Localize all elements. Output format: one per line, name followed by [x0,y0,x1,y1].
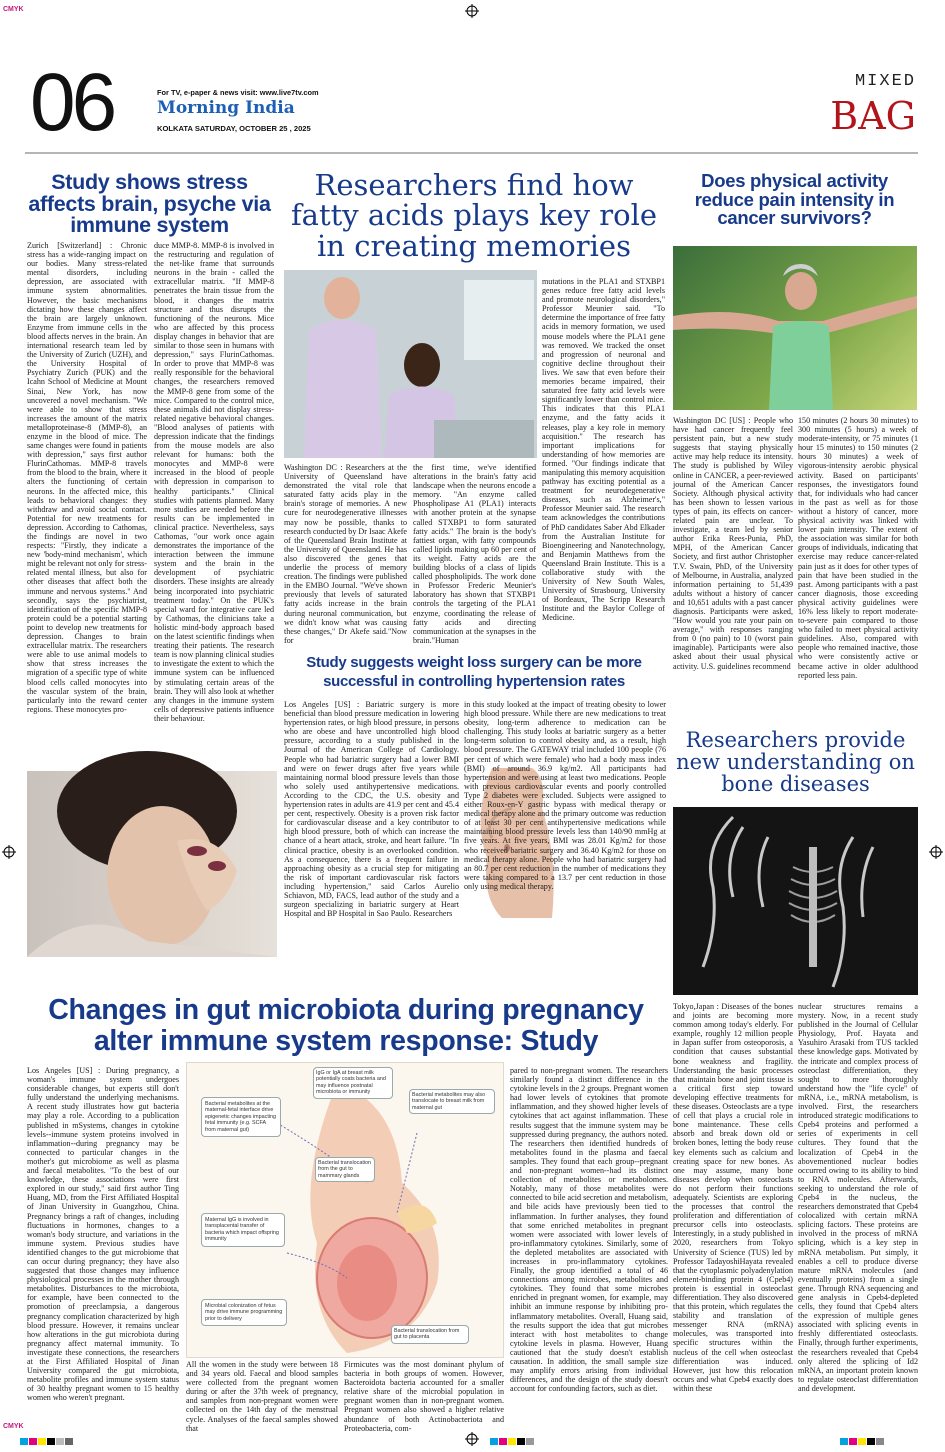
diagram-label-1: IgG or IgA at breast milk potentially coats bacteria and may influence postnatal microbiota or immunity [313,1067,393,1099]
diagram-label-2: Bacterial metabolites at the maternal-fetal interface drive epigenetic changes impacting fetal immunity (e.g. SCFA from maternal gut) [201,1097,281,1137]
bone-col-1: Tokyo,Japan : Diseases of the bones and joints are becoming more common among today's elderly. For example, roughly 12 million people in Japan suffer from osteoporosis, a condition that causes substantial bone weakness and fragility. Understanding the basic processes that maintain bone and joint tissue is a critical first step toward developing effective treatments for these diseases. Osteoclasts are a type of cell that plays a crucial role in bone maintenance. These cells absorb and break down old or broken bones, letting the body reuse key elements such as calcium and creating space for new bones. As one may assume, many bone diseases develop when osteoclasts do not perform their functions adequately. Scientists are exploring the processes that control the proliferation and differentiation of precursor cells into osteoclasts. Interestingly, in a study published in 2020, researchers from Tokyo University of Science (TUS) led by Professor TadayoshiHayata revealed that the cytoplasmic polyadenylation element-binding protein 4 (Cpeb4) protein is essential in osteoclast differentiation. They also discovered that this protein, which regulates the stability and translation of messenger RNA (mRNA) molecules, was transported into specific structures within the nucleus of the cell when osteoclast differentiation was induced. However, just how this relocation occurs and what Cpeb4 exactly does within these [673,1002,793,1393]
gut-col-1: Los Angeles [US] : During pregnancy, a woman's immune system undergoes considerable changes, but experts still don't fully understand the underlying mechanisms. A recent study illustrates how gut bacteria may play a role. According to a publication published in mSystems, changes in cytokine levels--immune system proteins involved in inflammation--during pregnancy may be connected to particular changes in the mother's gut microbiome as well as plasma and faecal metabolites. "To the best of our knowledge, these associations were first explored in our study," said first author Ting Huang, MD, from the First Affiliated Hospital of Jinan University in Guangzhou, China. Pregnancy brings a raft of changes, including fluctuations in hormones, changes to a woman's body structure, and variations in the immune system. Previous studies have identified changes to the gut microbiome that can occur during pregnancy; they have also suggested that those changes may influence physiological processes in the mother through metabolites. Disturbances to the microbiota, for example, have been connected to the promotion of preeclampsia, a dangerous pregnancy complication characterized by high blood pressure. However, it remains unclear how alterations in the gut microbiota during pregnancy affect maternal immunity. To investigate these connections, the researchers at the First Affiliated Hospital of Jinan University compared the gut microbiota, metabolite profiles and immune system status of 30 healthy pregnant women to 15 healthy women who weren't pregnant. [27,1066,179,1403]
color-bar-bottom-left [20,1438,73,1445]
fatty-headline: Researchers find how fatty acids plays key role in creating memories [290,168,658,263]
gut-col-4: pared to non-pregnant women. The researchers similarly found a distinct difference in the cytokine levels in the 2 groups. Pregnant women had lower levels of cytokines that promote inflammation, and they showed higher levels of cytokines that act against inflammation. These results suggest that the immune system may be suppressed during pregnancy, the authors noted. The researchers then identified hundreds of metabolites found in the plasma and faecal samples. They found that each group--pregnant and non-pregnant women--had its distinct collection of metabolites or metabolomes. Notably, many of those metabolites were connected to bile acid secretion and metabolism, and bile acids have previously been tied to inflammation. In further analyses, they found that some enriched metabolites in pregnant women were associated with lower levels of pro-inflammatory cytokines. Similarly, some of the depleted metabolites are associated with increases in pro-inflammatory cytokines. Finally, the group identified a total of 46 connections among microbes, metabolites and cytokines. They found that some microbes enriched in pregnant women, for example, may inhibit an immune response by inhibiting pro-inflammatory metabolites. Overall, Huang said, the results support the idea that gut microbes interact with host metabolites to change cytokine levels in plasma. However, Huang cautioned that the study doesn't establish causation. In addition, the small sample size may amplify errors arising from individual differences, and the design of the study doesn't account for confounding factors, such as diet. [510,1066,668,1394]
section-top: MIXED [854,72,916,91]
fatty-col-2: the first time, we've identified alterations in the brain's fatty acid landscape when the neurons encode a memory. "An enzyme called Phospholipase A1 (PLA1) interacts with another protein at the synapse called STXBP1 to form saturated fatty acids." The brain is the body's fattiest organ, with fatty compounds called lipids making up 60 per cent of its weight. Fatty acids are the building blocks of a class of lipids called phospholipids. The work done in Professor Frederic Meunier's laboratory has shown that STXBP1 controls the targeting of the PLA1 enzyme, coordinating the release of fatty acids and directing communication at the synapses in the brain."Human [413,463,536,645]
weight-col-1: Los Angeles [US] : Bariatric surgery is more beneficial than blood pressure medication in lowering hypertension rates, or high blood pressure, in persons who are obese and have uncontrolled high blood pressure, according to a study published in the Journal of the American College of Cardiology. People who had bariatric surgery had a lower BMI and were on fewer drugs after five years while maintaining normal blood pressure levels than those who solely used antihypertensive medications. According to the CDC, the U.S. obesity and hypertension rates in adults are 41.9 per cent and 45.4 per cent, respectively. Obesity is a proven risk factor for cardiovascular disease and a key contributor to high blood pressure, both of which can increase the chance of a heart attack, stroke, and heart failure. "In clinical practice, obesity is an overlooked condition. As a consequence, there is a frequent failure in approaching obesity as a crucial step for mitigating the risk of important cardiovascular risk factors including hypertension," said Carlos Aurelio Schiavon, MD, FACS, lead author of the study and a surgeon specializing in bariatric surgery at Heart Hospital and BP Hospital in Sao Paulo. Researchers [284,700,459,919]
weight-col-2: in this study looked at the impact of treating obesity to lower high blood pressure. While there are new medications to treat obesity, long-term adherence to medication can be challenging. This study looks at bariatric surgery as a better long-term solution to control obesity and, as a result, high blood pressure. The GATEWAY trial included 100 people (76 per cent of which were female) who had a body mass index (BMI) of around 36.9 kg/m2. All participants had hypertension and were using at least two medications. People with previous cardiovascular events and poorly controlled Type 2 diabetes were excluded. Subjects were assigned to either Roux-en-Y gastric bypass with medical therapy or medical therapy alone and the primary outcome was reduction of at least 30 per cent antihypertensive medications while maintaining blood pressure levels less than 140/90 mmHg at five years. At five years, BMI was 28.01 Kg/m2 for those who received bariatric surgery and 36.40 Kg/m2 for those on medical therapy alone. People who had bariatric surgery had an 80.7 per cent reduction in the number of medications they were taking compared to a 13.7 per cent reduction in those only using medical therapy. [464,700,666,891]
pain-photo [673,246,917,410]
registration-mark-top [465,4,479,18]
diagram-label-7: Bacterial translocation from gut to placenta [391,1325,469,1344]
diagram-label-5: Maternal IgG is involved in transplacental transfer of bacteria which impact offspring immunity [201,1213,285,1247]
cmyk-label-top: CMYK [3,6,24,13]
dateline: KOLKATA SATURDAY, OCTOBER 25 , 2025 [157,124,311,133]
registration-mark-bottom [465,1432,479,1446]
registration-mark-left [2,845,16,859]
weight-headline: Study suggests weight loss surgery can be more successful in controlling hypertension rates [306,654,642,690]
fatty-col-3: mutations in the PLA1 and STXBP1 genes reduce free fatty acid levels and promote neurological disorders," Professor Meunier said. "To determine the importance of free fatty acids in memory formation, we used mouse models where the PLA1 gene was removed. We tracked the onset and progression of neuronal and cognitive decline throughout their lives. We saw that even before their memories became impaired, their saturated free fatty acid levels were significantly lower than control mice. This indicates that this PLA1 enzyme, and the fatty acids it releases, play a key role in memory acquisition." The research has important implications for understanding of how memories are formed. "Our findings indicate that manipulating this memory acquisition pathway has exciting potential as a treatment for neurodegenerative diseases, such as Alzheimer's," Professor Meunier said. The research team acknowledges the contributions of PhD candidates Saber Abd Elkader from the Australian Institute for Bioengineering and Nanotechnology, and Benjamin Matthews from the Queensland Brain Institute. This is a collaborative study with the University of New South Wales, University of Strasbourg, University of Bordeaux, The Scripp Research Institute and the Baylor College of Medicine. [542,277,665,623]
color-bar-bottom-right [840,1438,884,1445]
diagram-label-4: Bacterial translocation from the gut to mammary glands [315,1157,375,1182]
fatty-col-1: Washington DC : Researchers at the University of Queensland have demonstrated the vital role that saturated fatty acids play in the brain's storage of memories. A new cure for neurodegenerative illnesses may now be possible, thanks to research conducted by Dr Isaac Akefe of the Queensland Brain Institute at the University of Queensland. He has also discovered the genes that underlie the process of memory creation. The findings were published in the EMBO Journal. "We've shown previously that levels of saturated fatty acids increase in the brain during neuronal communication, but we didn't know what was causing these changes," Dr Akefe said."Now for [284,463,407,645]
website-line: For TV, e-paper & news visit: www.live7tv.com [157,88,319,97]
gut-headline: Changes in gut microbiota during pregnancy alter immune system response: Study [48,994,644,1057]
masthead-rule [25,152,918,154]
pain-col-1: Washington DC [US] : People who have had cancer frequently feel persistent pain, but a new study suggests that staying physically active may help reduce its intensity. The study is published by Wiley online in CANCER, a peer-reviewed journal of the American Cancer Society. Although physical activity has been shown to lessen various types of pain, its effects on cancer-related pain are unclear. To investigate, a team led by senior author Erika Rees-Punia, PhD, MPH, of the American Cancer Society, and first author Christopher T.V. Swain, PhD, of the University of Melbourne, in Australia, analyzed information pertaining to 51,439 adults without a history of cancer and 10,651 adults with a past cancer diagnosis. Participants were asked, "How would you rate your pain on average," with responses ranging from 0 (no pain) to 10 (worst pain imaginable). Participants were also asked about their usual physical activity. U.S. guidelines recommend [673,416,793,671]
page-number: 06 [30,57,114,148]
bone-col-2: nuclear structures remains a mystery. Now, in a recent study published in the Journal of Cellular Physiology, Prof. Hayata and Yasuhiro Arasaki from TUS tackled these knowledge gaps. Motivated by the intricate and complex process of osteoclast differentiation, they sought to more thoroughly understand how the "life cycle" of mRNA, i.e., mRNA metabolism, is involved. First, the researchers introduced strategic modifications to Cpeb4 proteins and performed a series of experiments in cell cultures. They found that the localization of Cpeb4 in the abovementioned nuclear bodies occurred owing to its ability to bind to RNA molecules. Afterwards, seeking to understand the role of Cpeb4 in the nucleus, the researchers demonstrated that Cpeb4 colocalized with certain mRNA splicing factors. These proteins are involved in the process of mRNA splicing, which is a key step in mRNA metabolism. Put simply, it enables a cell to produce diverse mature mRNA molecules (and eventually proteins) from a single gene. Through RNA sequencing and gene analysis in Cpeb4-depleted cells, they found that Cpeb4 alters the expression of multiple genes associated with splicing events in freshly differentiated osteoclasts. Finally, through further experiments, the researchers revealed that Cpeb4 only altered the splicing of Id2 mRNA, an important protein known to regulate osteoclast differentiation and development. [798,1002,918,1393]
diagram-label-6: Microbial colonization of fetus may drive immune programming prior to delivery [201,1299,287,1326]
bone-headline: Researchers provide new understanding on bone diseases [676,728,915,797]
stress-col-1: Zurich [Switzerland] : Chronic stress has a wide-ranging impact on our bodies. Many stress-related mental disorders, including depression, are associated with immune system abnormalities. However, the basic mechanisms dictating how these changes affect the brain are largely unknown. Enzyme from immune cells in the blood affects nerves in the brain. An international research team led by the University of Zurich (UZH), and the University Hospital of Psychiatry Zurich (PUK) and the Icahn School of Medicine at Mount Sinai, New York, has now uncovered a novel mechanism. "We were able to show that stress increases the amount of the matrix metalloproteinase-8 (MMP-8), an enzyme in the blood of mice. The same changes were found in patients with depression," says first author FlurinCathomas. MMP-8 travels from the blood to the brain, where it alters the functioning of certain neurons. In the affected mice, this leads to behavioral changes: they withdraw and avoid social contact. Potential for new treatments for depression. According to Cathomas, the findings are novel in two respects: "Firstly, they indicate a new 'body-mind mechanism', which might be relevant not only for stress-related mental illness, but also for other diseases that affect both the immune and nervous systems." And secondly, says the psychiatrist, identification of the specific MMP-8 protein could be a potential starting point to develop new treatments for depression. Changes to brain extracellular matrix. The researchers were able to use animal models to show that stress increases the migration of a specific type of white blood cells called monocytes into the vascular system of the brain, particularly into the reward center regions. These monocytes pro- [27,241,147,714]
paper-name: Morning India [157,98,295,118]
cmyk-label-bottom: CMYK [3,1423,24,1430]
gut-col-3: Firmicutes was the most dominant phylum of bacteria in both groups of women. However, Bacteroidota bacteria accounted for a smaller relative share of the microbial population in pregnant women than in non-pregnant women. Pregnant women also showed a higher relative abundance of both Actinobacteriota and Proteobacteria, com- [344,1360,504,1433]
pain-col-2: 150 minutes (2 hours 30 minutes) to 300 minutes (5 hours) a week of moderate-intensity, or 75 minutes (1 hour 15 minutes) to 150 minutes (2 hours 30 minutes) a week of vigorous-intensity aerobic physical activity. Based on participants' responses, the investigators found that, for individuals who had cancer in the past as well as for those without a history of cancer, more physical activity was linked with lower pain intensity. The extent of the association was similar for both groups of individuals, indicating that exercise may reduce cancer-related pain just as it does for other types of pain that have been studied in the past. Among participants with a past cancer diagnosis, those exceeding physical activity guidelines were 16% less likely to report moderate-to-severe pain compared to those who failed to meet physical activity guidelines. Also, compared with people who remained inactive, those who were consistently active or became active in older adulthood reported less pain. [798,416,918,680]
stress-headline: Study shows stress affects brain, psyche via immune system [28,170,271,237]
diagram-label-3: Bacterial metabolites may also translocate to breast milk from maternal gut [409,1089,495,1114]
color-bar-bottom-center [490,1438,534,1445]
gut-infographic [186,1062,504,1358]
stress-photo [27,771,277,957]
registration-mark-right [929,845,943,859]
section-bottom: BAG [830,94,916,138]
bone-photo [673,807,918,995]
stress-col-2: duce MMP-8. MMP-8 is involved in the restructuring and regulation of the net-like frame that surrounds neurons in the brain - called the extracellular matrix. "If MMP-8 penetrates the brain tissue from the blood, it changes the matrix structure and thus disrupts the functioning of the neurons. Mice who are affected by this process display changes in behavior that are similar to those seen in humans with depression," says FlurinCathomas. In order to prove that MMP-8 was really responsible for the behavioral changes, the researchers removed the MMP-8 gene from some of the mice. Compared to the control mice, these animals did not display stress-related negative behavioral changes. "Blood analyses of patients with depression indicate that the findings from the mouse models are also relevant for humans: both the monocytes and MMP-8 were increased in the blood of people with depression in comparison to healthy participants." Clinical studies with patients planned. Many more studies are needed before the results can be implemented in clinical practice. Nevertheless, says Cathomas, "our work once again demonstrates the importance of the interaction between the immune system and the brain in the development of psychiatric disorders. These insights are already being incorporated into psychiatric treatment today." On the PUK's special ward for integrative care led by Cathomas, the clinicians take a holistic mind-body approach based on the latest scientific findings when treating their patients. The research team is now planning clinical studies to investigate the extent to which the immune system can be influenced by stimulating certain areas of the brain. They will also look at whether any changes in the immune system cells of depressive patients influence their behaviour. [154,241,274,723]
fatty-photo [284,270,537,458]
gut-col-2: All the women in the study were between 18 and 34 years old. Faecal and blood samples were collected from the pregnant women during or after the 37th week of pregnancy, and samples from non-pregnant women were collected on the 14th day of the menstrual cycle. Analyses of the faecal samples showed that [186,1360,338,1433]
pain-headline: Does physical activity reduce pain intensity in cancer survivors? [694,170,895,228]
